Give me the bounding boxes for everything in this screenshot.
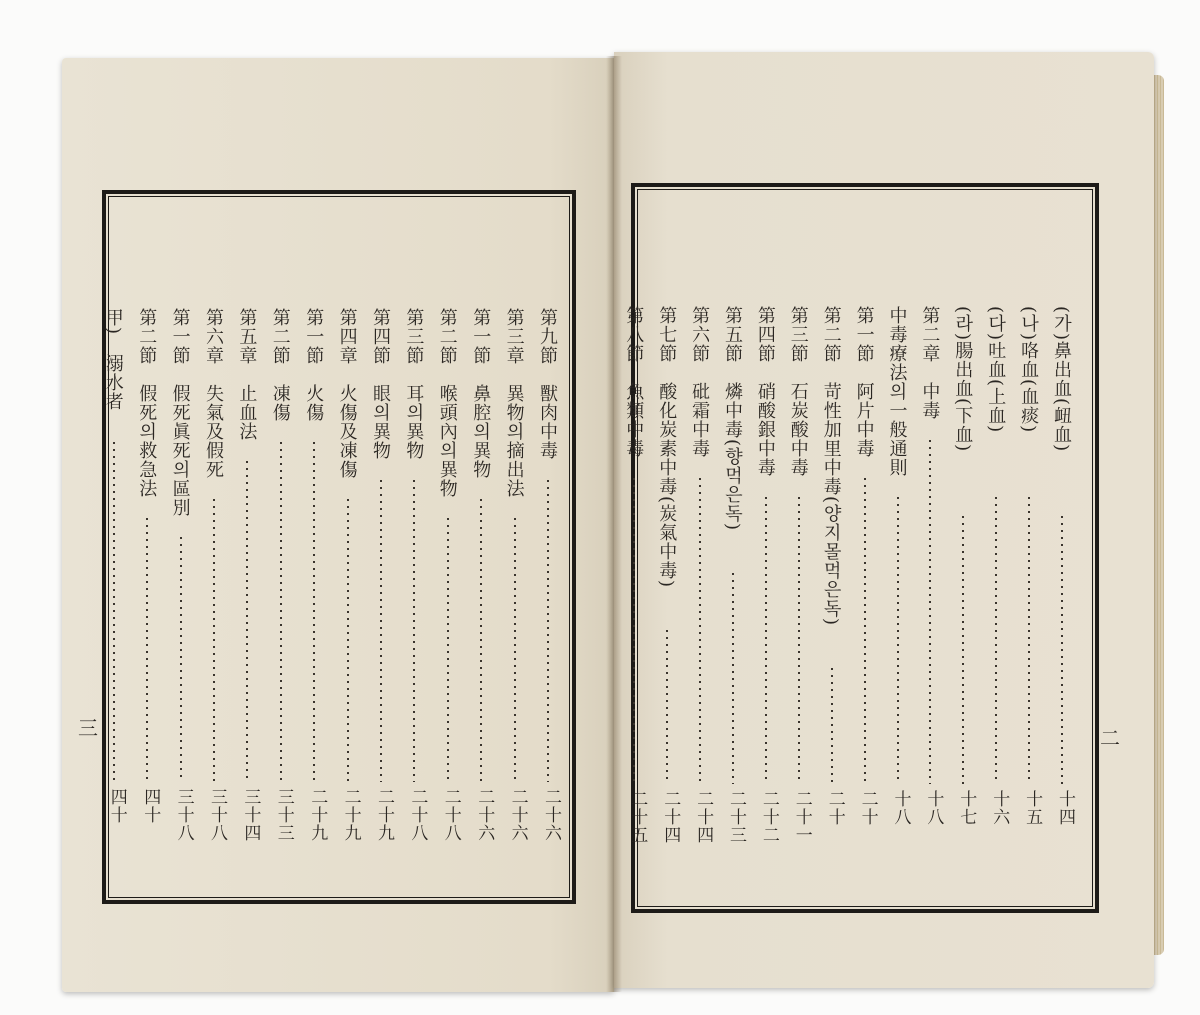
right-entry-page-number: 二十 bbox=[857, 790, 878, 826]
right-entry-page-number: 十七 bbox=[956, 790, 977, 826]
right-entry-label: 第四節 硝酸銀中毒 bbox=[754, 306, 776, 477]
right-entry-page-number: 十四 bbox=[1055, 790, 1075, 826]
left-entry-leader-dots bbox=[547, 480, 549, 782]
right-entry-leader-dots bbox=[831, 668, 833, 784]
left-page-number: 三 bbox=[78, 716, 98, 740]
left-entry-leader-dots bbox=[213, 499, 215, 782]
left-entry-page-number: 二十八 bbox=[407, 788, 428, 842]
right-entry-page-number: 十八 bbox=[890, 790, 911, 826]
left-entry-label: 第三節 耳의異物 bbox=[403, 308, 425, 460]
left-entry-page-number: 四十 bbox=[140, 788, 161, 824]
left-entry-leader-dots bbox=[146, 518, 148, 782]
right-entry-page-number: 二十 bbox=[824, 790, 845, 826]
right-entry-page-number: 十八 bbox=[923, 790, 944, 826]
right-entry-leader-dots bbox=[995, 497, 997, 784]
right-entry-leader-dots bbox=[1061, 516, 1063, 784]
left-entry-label: 第二節 喉頭內의異物 bbox=[436, 308, 458, 498]
left-entry-label: 第一節 火傷 bbox=[303, 308, 325, 422]
left-entry-leader-dots bbox=[447, 518, 449, 782]
left-entry-label: 第四節 眼의異物 bbox=[370, 308, 391, 460]
right-entry-leader-dots bbox=[962, 516, 964, 784]
right-entry-leader-dots bbox=[897, 497, 899, 784]
left-entry-label: 甲) 溺水者 bbox=[102, 308, 124, 412]
left-entry-page-number: 三十八 bbox=[173, 788, 194, 842]
left-entry-label: 第九節 獸肉中毒 bbox=[537, 308, 558, 460]
left-entry-leader-dots bbox=[313, 442, 315, 782]
left-entry-leader-dots bbox=[380, 480, 382, 782]
right-entry-leader-dots bbox=[666, 630, 668, 784]
left-entry-page-number: 二十九 bbox=[307, 788, 328, 842]
left-entry-page-number: 四十 bbox=[106, 788, 127, 824]
right-entry-label: (라)腸出血(下血) bbox=[952, 306, 974, 453]
left-entry-leader-dots bbox=[413, 480, 415, 782]
left-entry-label: 第四章 火傷及凍傷 bbox=[336, 308, 358, 479]
right-entry-leader-dots bbox=[633, 478, 635, 784]
left-entry-leader-dots bbox=[113, 442, 115, 782]
right-entry-page-number: 二十五 bbox=[627, 790, 648, 844]
left-entry-label: 第二節 假死의救急法 bbox=[136, 308, 158, 498]
left-entry-page-number: 二十六 bbox=[474, 788, 495, 842]
right-entry-label: 第二節 苛性加里中毒(양지몰먹은독) bbox=[820, 306, 842, 627]
right-entry-page-number: 十六 bbox=[989, 790, 1010, 826]
left-entry-page-number: 二十八 bbox=[440, 788, 461, 842]
left-entry-leader-dots bbox=[180, 537, 182, 782]
right-entry-page-number: 十五 bbox=[1022, 790, 1043, 826]
left-entry-leader-dots bbox=[480, 499, 482, 782]
right-page-number: 二 bbox=[1100, 726, 1120, 750]
right-entry-label: 第八節 魚類中毒 bbox=[623, 306, 645, 458]
right-entry-label: 第一節 阿片中毒 bbox=[853, 306, 875, 458]
left-entry-label: 第一節 假死眞死의區別 bbox=[169, 308, 191, 517]
left-entry-page-number: 三十八 bbox=[207, 788, 227, 842]
right-entry-label: 第五節 燐中毒(향먹은독) bbox=[722, 306, 743, 532]
right-entry-label: 第七節 酸化炭素中毒(炭氣中毒) bbox=[656, 306, 678, 589]
right-entry-label: (다)吐血(上血) bbox=[985, 306, 1007, 434]
left-entry-label: 第三章 異物의摘出法 bbox=[503, 308, 525, 498]
right-entry-leader-dots bbox=[929, 440, 931, 784]
right-entry-leader-dots bbox=[732, 573, 734, 784]
left-entry-leader-dots bbox=[514, 518, 516, 782]
right-entry-leader-dots bbox=[1028, 497, 1030, 784]
left-entry-leader-dots bbox=[246, 461, 248, 782]
right-entry-page-number: 二十四 bbox=[660, 790, 681, 844]
left-entry-page-number: 二十六 bbox=[541, 788, 561, 842]
right-entry-page-number: 二十一 bbox=[791, 790, 812, 844]
right-entry-label: 中毒療法의一般通則 bbox=[886, 306, 908, 477]
right-entry-label: 第三節 石炭酸中毒 bbox=[787, 306, 809, 477]
right-entry-leader-dots bbox=[765, 497, 767, 784]
right-entry-label: 第六節 砒霜中毒 bbox=[689, 306, 711, 458]
right-entry-label: (나)咯血(血痰) bbox=[1018, 306, 1040, 434]
left-entry-label: 第二節 凍傷 bbox=[269, 308, 291, 422]
right-entry-leader-dots bbox=[798, 497, 800, 784]
right-entry-page-number: 二十二 bbox=[758, 790, 779, 844]
right-entry-leader-dots bbox=[699, 478, 701, 784]
left-entry-page-number: 二十九 bbox=[340, 788, 361, 842]
left-entry-leader-dots bbox=[280, 442, 282, 782]
right-entry-label: (가)鼻出血(衄血) bbox=[1051, 306, 1072, 453]
right-entry-page-number: 二十三 bbox=[726, 790, 746, 844]
left-entry-label: 第一節 鼻腔의異物 bbox=[470, 308, 492, 479]
left-entry-label: 第六章 失氣及假死 bbox=[203, 308, 224, 479]
book-gutter bbox=[606, 56, 622, 992]
left-entry-page-number: 二十九 bbox=[374, 788, 394, 842]
left-entry-label: 第五章 止血法 bbox=[236, 308, 258, 441]
left-entry-page-number: 三十三 bbox=[273, 788, 294, 842]
right-entry-label: 第二章 中毒 bbox=[919, 306, 941, 420]
left-entry-page-number: 二十六 bbox=[507, 788, 528, 842]
left-entry-page-number: 三十四 bbox=[240, 788, 261, 842]
right-entry-leader-dots bbox=[864, 478, 866, 784]
left-entry-leader-dots bbox=[347, 499, 349, 782]
right-entry-page-number: 二十四 bbox=[693, 790, 714, 844]
